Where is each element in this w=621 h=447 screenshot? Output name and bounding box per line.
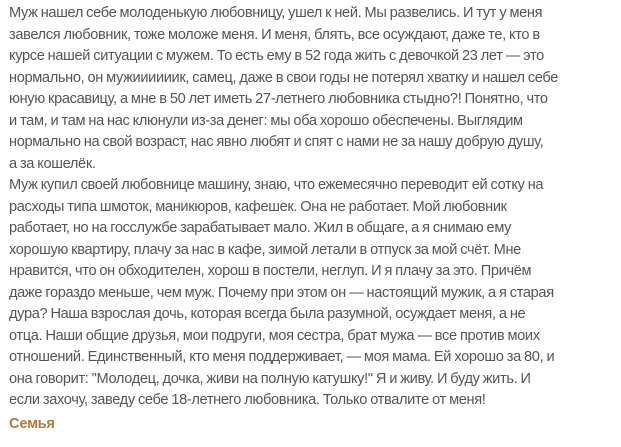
text-line: работает, но на госслужбе зарабатывает мало. Жил в общаге, а я снимаю ему [9, 220, 512, 236]
paragraph-2 [9, 175, 619, 412]
text-line: Муж купил своей любовнице машину, знаю, что ежемесячно переводит ей сотку на [9, 177, 544, 193]
text-line: отца. Наши общие друзья, мои подруги, моя сестра, брат мужа — все против моих [9, 327, 540, 344]
article-body [9, 3, 619, 435]
paragraph-1 [9, 3, 619, 175]
text-line: она говорит: "Молодец, дочка, живи на полную катушку!" Я и живу. И буду жить. И [9, 370, 531, 387]
text-line: нормально, он мужиииииик, самец, даже в свои годы не потерял хватку и нашел себе [9, 69, 558, 86]
text-line: а за кошелёк. [9, 155, 96, 172]
text-line: нравится, что он обходителен, хорош в постели, неглуп. И я плачу за это. Причём [9, 263, 532, 279]
category-link-family[interactable]: Семья [9, 415, 55, 432]
text-line: отношений. Единственный, кто меня поддерживает, — моя мама. Ей хорошо за 80, и [9, 349, 555, 365]
text-line: Муж нашел себе молоденькую любовницу, ушел к ней. Мы развелись. И тут у меня [9, 5, 543, 21]
text-line: расходы типа шмоток, маникюров, кафешек. Она не работает. Мой любовник [9, 198, 507, 215]
text-line: нормально на свой возраст, нас явно любят и спят с нами не за нашу добрую душу, [9, 134, 544, 150]
text-line: курсе нашей ситуации с мужем. То есть ему в 52 года жить с девочкой 23 лет — это [9, 48, 544, 64]
text-line: дура? Наша взрослая дочь, которая всегда была разумной, осуждает меня, а не [9, 306, 526, 322]
text-line: хорошую квартиру, плачу за нас в кафе, зимой летали в отпуск за мой счёт. Мне [9, 241, 521, 258]
text-line: завелся любовник, тоже моложе меня. И меня, блять, все осуждают, даже те, кто в [9, 26, 540, 43]
text-line: даже гораздо меньше, чем муж. Почему при этом он — настоящий мужик, а я старая [9, 284, 554, 301]
text-line: если захочу, заведу себе 18-летнего любовника. Только отвалите от меня! [9, 392, 486, 408]
text-line: и там, и там на нас клюнули из-за денег: мы оба хорошо обеспечены. Выглядим [9, 112, 523, 129]
text-line: юную красавицу, а мне в 50 лет иметь 27-летнего любовника стыдно?! Понятно, что [9, 91, 548, 107]
